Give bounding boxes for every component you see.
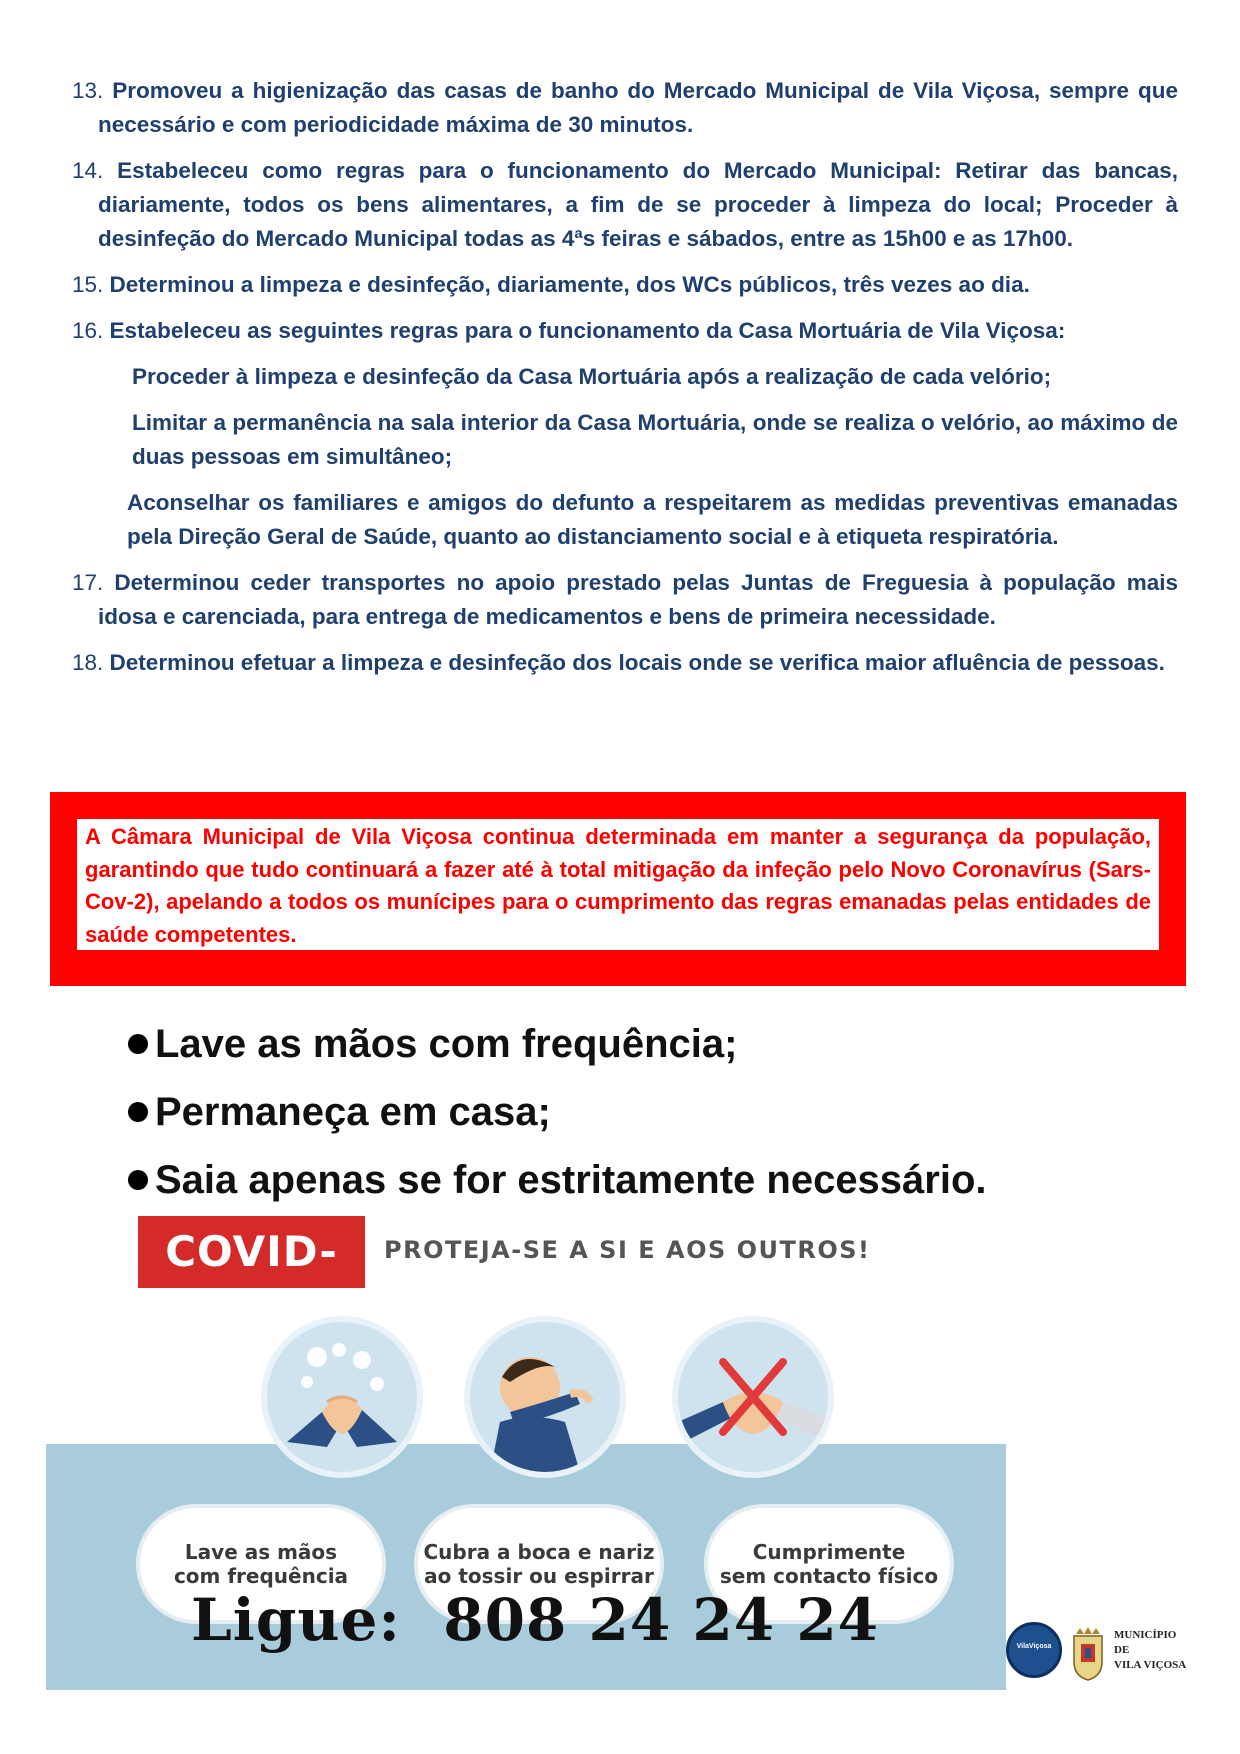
hotline-number: 808 24 24 24: [443, 1586, 880, 1654]
advice-text: Saia apenas se for estritamente necessário.: [155, 1157, 987, 1202]
item-number: 15.: [72, 272, 104, 297]
list-item: [72, 268, 1178, 302]
list-item: [72, 74, 1178, 142]
sub-item: Proceder à limpeza e desinfeção da Casa Mortuária após a realização de cada velório;: [132, 364, 1052, 389]
bullet-icon: [128, 1034, 148, 1054]
item-text: Determinou ceder transportes no apoio prestado pelas Juntas de Freguesia à população mais idosa e carenciada, para entrega de medicamentos e bens de primeira necessidade.: [98, 570, 1178, 629]
hotline-label: Ligue:: [191, 1586, 401, 1654]
item-number: 17.: [72, 570, 104, 595]
advice-text: Permaneça em casa;: [155, 1089, 551, 1134]
list-item: [72, 154, 1178, 256]
list-item: [72, 314, 1178, 348]
covid-tag: COVID-19: [138, 1216, 365, 1288]
bullet-icon: [128, 1170, 148, 1190]
item-text: Estabeleceu como regras para o funcionamento do Mercado Municipal: Retirar das bancas, diariamente, todos os bens alimentares, a fim de se proceder à limpeza do local; Proceder à desinfeção do Mercado Municipal todas as 4ªs feiras e sábados, entre as 15h00 e as 17h00.: [98, 158, 1178, 251]
sub-item: Aconselhar os familiares e amigos do defunto a respeitarem as medidas preventivas emanadas pela Direção Geral de Saúde, quanto ao distanciamento social e à etiqueta respiratória.: [127, 490, 1178, 549]
measures-list: [72, 74, 1178, 692]
item-text: Estabeleceu as seguintes regras para o funcionamento da Casa Mortuária de Vila Viçosa:: [109, 318, 1066, 343]
tip-line: com frequência: [173, 1564, 349, 1588]
tip-line: ao tossir ou espirrar: [424, 1564, 654, 1588]
item-number: 18.: [72, 650, 104, 675]
poster-headline: PROTEJA-SE A SI E AOS OUTROS!: [384, 1236, 871, 1264]
tip-line: Cumprimente: [752, 1540, 906, 1564]
list-item: [72, 566, 1178, 634]
municipality-name: MUNICÍPIO DE VILA VIÇOSA: [1114, 1629, 1187, 1671]
handwash-icon: [261, 1316, 423, 1478]
vila-vicosa-logo: VilaViçosa: [1006, 1622, 1062, 1678]
item-text: Determinou a limpeza e desinfeção, diariamente, dos WCs públicos, três vezes ao dia.: [109, 272, 1030, 297]
advice-text: Lave as mãos com frequência;: [155, 1021, 738, 1066]
advice-item: [128, 1146, 987, 1214]
tip-line: Lave as mãos: [184, 1540, 338, 1564]
item-number: 14.: [72, 158, 104, 183]
advice-bullets: [128, 1010, 987, 1214]
item-text: Promoveu a higienização das casas de banho do Mercado Municipal de Vila Viçosa, sempre que necessário e com periodicidade máxima de 30 minutos.: [98, 78, 1178, 137]
notice-frame: [50, 792, 1186, 986]
advice-item: [128, 1078, 987, 1146]
notice-text: A Câmara Municipal de Vila Viçosa continua determinada em manter a segurança da população, garantindo que tudo continuará a fazer até à total mitigação da infeção pelo Novo Coronavírus (Sars-Cov-2), apelando a todos os munícipes para o cumprimento das regras emanadas pelas entidades de saúde competentes.: [77, 819, 1159, 950]
hotline: [191, 1586, 879, 1654]
item-text: Determinou efetuar a limpeza e desinfeção dos locais onde se verifica maior afluência de pessoas.: [109, 650, 1165, 675]
municipal-crest-icon: [1068, 1624, 1108, 1684]
advice-item: [128, 1010, 987, 1078]
cough-icon: [464, 1316, 626, 1478]
tip-line: sem contacto físico: [719, 1564, 939, 1588]
tip-line: Cubra a boca e nariz: [423, 1540, 655, 1564]
item-number: 13.: [72, 78, 104, 103]
footer-logos: [1006, 1622, 1196, 1690]
bullet-icon: [128, 1102, 148, 1122]
no-handshake-icon: [672, 1316, 834, 1478]
item-number: 16.: [72, 318, 104, 343]
sub-item: Limitar a permanência na sala interior da Casa Mortuária, onde se realiza o velório, ao máximo de duas pessoas em simultâneo;: [132, 410, 1178, 469]
list-item: [72, 646, 1178, 680]
covid-poster: [46, 1212, 1006, 1690]
